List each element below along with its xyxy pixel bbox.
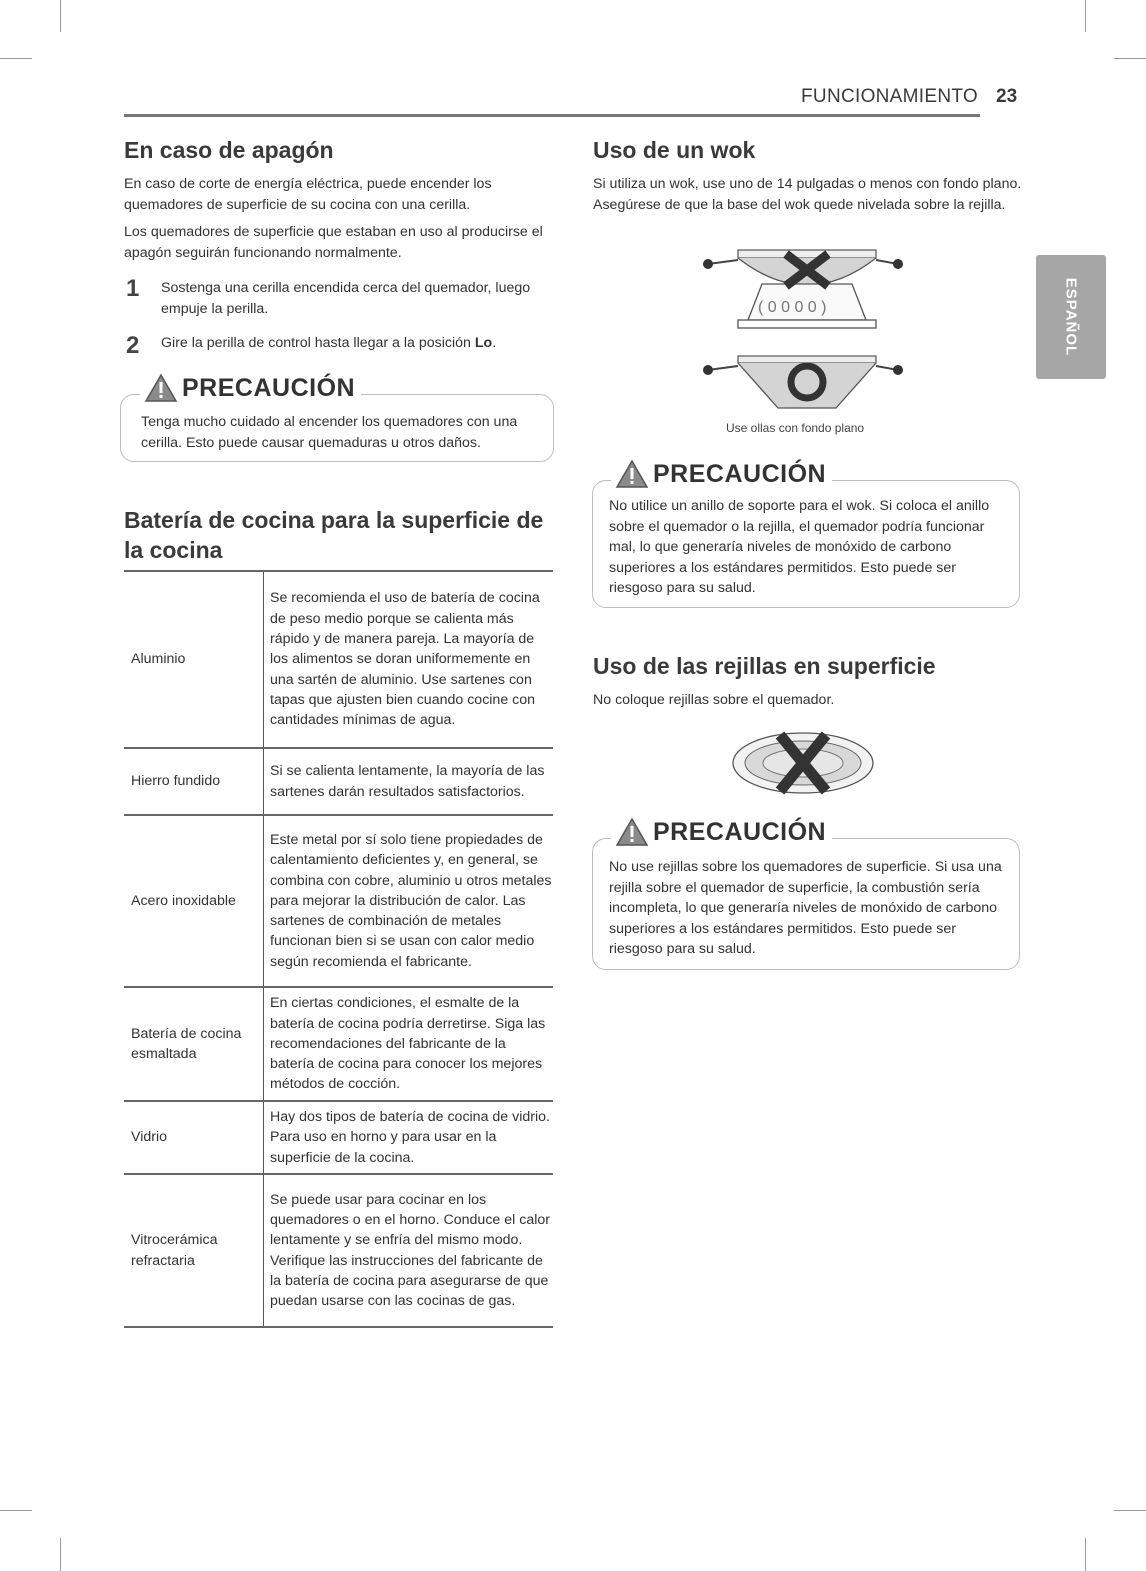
crop-mark [60, 0, 61, 32]
crop-mark [1085, 0, 1086, 32]
wok-paragraph: Si utiliza un wok, use uno de 14 pulgadas o menos con fondo plano. Asegúrese de que la base del wok quede nivelada sobre la rejilla. [593, 176, 1022, 213]
material-cell: Hierro fundido [124, 748, 264, 815]
bateria-title: Batería de cocina para la superficie de la cocina [124, 507, 544, 563]
caution-text: Tenga mucho cuidado al encender los quemadores con una cerilla. Esto puede causar quemaduras u otros daños. [141, 414, 518, 451]
material-cell: Aluminio [124, 571, 264, 748]
crop-mark [1114, 58, 1146, 59]
description-cell: Se recomienda el uso de batería de cocina de peso medio porque se calienta más rápido y de manera pareja. La mayoría de los alimentos se doran uniformemente en una sartén de aluminio. Use sartenes con tapas que ajusten bien cuando cocine con cantidades mínimas de agua. [270, 590, 540, 729]
description-cell: Se puede usar para cocinar en los quemadores o en el horno. Conduce el calor lentamente y se enfría del mismo modo. Verifique las instrucciones del fabricante de la batería de cocina para asegurarse de que puedan usarse con las cocinas de gas. [270, 1191, 550, 1310]
crop-mark [1085, 1538, 1086, 1571]
svg-text:( 0 0 0 0 ): ( 0 0 0 0 ) [758, 299, 827, 316]
description-cell: En ciertas condiciones, el esmalte de la batería de cocina podría derretirse. Siga las recomendaciones del fabricante de la batería de cocina para conocer los mejores métodos de cocción. [270, 995, 546, 1093]
warning-icon [615, 817, 649, 847]
wok-title: Uso de un wok [593, 137, 756, 163]
description-cell: Hay dos tipos de batería de cocina de vidrio. Para uso en horno y para usar en la superficie de la cocina. [270, 1109, 550, 1166]
rejillas-paragraph: No coloque rejillas sobre el quemador. [593, 692, 835, 708]
caution-label: PRECAUCIÓN [653, 459, 827, 488]
description-cell: Este metal por sí solo tiene propiedades de calentamiento deficientes y, en general, se combina con cobre, aluminio u otros metales para mejorar la distribución de calor. Las sartenes de combinación de metales funcionan bien si se usan con calor medio según recomienda el fabricante. [270, 831, 552, 970]
step-number: 2 [126, 332, 140, 359]
apagon-paragraph-2: Los quemadores de superficie que estaban en uso al producirse el apagón seguirán funcionando normalmente. [124, 224, 543, 261]
table-row [124, 571, 553, 748]
grate-illustration [728, 725, 878, 800]
material-cell: Vidrio [124, 1101, 264, 1174]
table-row [124, 987, 553, 1101]
step-text: Sostenga una cerilla encendida cerca del quemador, luego empuje la perilla. [161, 280, 531, 317]
header-rule [124, 114, 980, 117]
warning-icon [144, 373, 178, 403]
step-text-part: . [492, 335, 497, 351]
caution-text: No utilice un anillo de soporte para el wok. Si coloca el anillo sobre el quemador o la rejilla, el quemador podría funcionar mal, lo que generaría niveles de monóxido de carbono superiores a los estándares permitidos. Esto puede ser riesgoso para su salud. [609, 498, 990, 596]
apagon-paragraph-1: En caso de corte de energía eléctrica, puede encender los quemadores de superficie de su cocina con una cerilla. [124, 176, 492, 213]
warning-icon [615, 459, 649, 489]
caution-label: PRECAUCIÓN [182, 373, 356, 402]
language-tab-label: ESPAÑOL [1062, 277, 1080, 357]
language-tab [1036, 255, 1106, 379]
description-cell: Si se calienta lentamente, la mayoría de las sartenes darán resultados satisfactorios. [270, 763, 545, 800]
step-number: 1 [126, 275, 140, 302]
rejillas-title: Uso de las rejillas en superficie [593, 653, 936, 679]
step-text-bold: Lo [474, 335, 493, 351]
table-row [124, 1101, 553, 1174]
material-cell: Vitrocerámica refractaria [124, 1174, 264, 1327]
material-cell: Acero inoxidable [124, 815, 264, 987]
caution-heading [611, 817, 832, 847]
table-row [124, 815, 553, 987]
crop-mark [0, 58, 32, 59]
step-text-part: Gire la perilla de control hasta llegar a la posición [161, 335, 475, 351]
crop-mark [1114, 1510, 1146, 1511]
wok-incorrect-diagram [703, 250, 903, 328]
material-cell: Batería de cocina esmaltada [124, 987, 264, 1101]
step-text [161, 333, 551, 354]
table-row [124, 1174, 553, 1327]
caution-text: No use rejillas sobre los quemadores de superficie. Si usa una rejilla sobre el quemador de superficie, la combustión sería incompleta, lo que generaría niveles de monóxido de carbono superiores a los estándares permitidos. Esto puede ser riesgoso para su salud. [609, 859, 1002, 957]
table-row [124, 748, 553, 815]
section-title: FUNCIONAMIENTO [801, 86, 978, 107]
page-number: 23 [996, 86, 1018, 107]
wok-correct-diagram [703, 356, 903, 408]
crop-mark [0, 1510, 32, 1511]
cookware-table [124, 570, 553, 1328]
caution-heading [140, 373, 361, 403]
apagon-title: En caso de apagón [124, 137, 334, 163]
wok-illustration [700, 242, 910, 417]
caution-heading [611, 459, 832, 489]
caution-label: PRECAUCIÓN [653, 817, 827, 846]
crop-mark [60, 1538, 61, 1571]
wok-caption: Use ollas con fondo plano [726, 421, 865, 435]
